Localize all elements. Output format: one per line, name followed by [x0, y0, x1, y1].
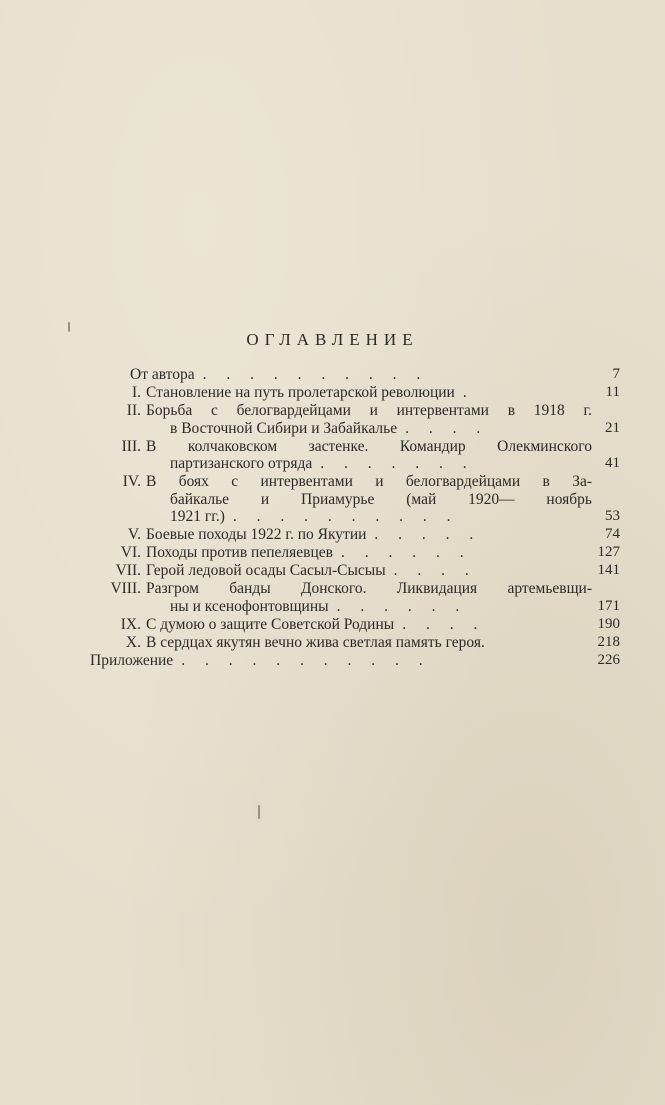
toc-entry-body [146, 384, 592, 402]
toc-entry-body [146, 616, 592, 634]
toc-leader: . . . . . . [336, 597, 468, 615]
toc-leader: . . . . . . . . . . . [181, 651, 431, 669]
toc-page-number: 141 [597, 562, 620, 579]
toc-line [130, 366, 592, 384]
toc-line [146, 508, 592, 526]
toc-line: В колчаковском застенке. Командир Олекминского [146, 437, 592, 455]
toc-page-number: 41 [605, 455, 620, 472]
toc-entry-title: в Восточной Сибири и Забайкалье [170, 419, 398, 437]
toc-line: Борьба с белогвардейцами и интервентами в 1918 г. [146, 401, 592, 419]
toc-page-number: 11 [605, 383, 620, 400]
toc-page-number: 190 [597, 615, 620, 632]
toc-chapter-number: I. [131, 383, 141, 401]
toc-entry-body [146, 544, 592, 562]
toc-entry-title: Становление на путь пролетарской революции [146, 383, 455, 401]
toc-line [146, 384, 592, 402]
toc-entry-title: 1921 гг.) [170, 508, 225, 526]
toc-entry-body [146, 438, 592, 473]
toc-entry [90, 634, 620, 652]
toc-leader: . . . . . . . . . . [232, 508, 459, 526]
toc-entry [90, 616, 620, 634]
toc-entry-body [90, 652, 592, 670]
toc-line [146, 616, 592, 634]
toc-entry-foreword [90, 366, 620, 384]
toc-line [146, 526, 592, 544]
toc-chapter-number: II. [126, 401, 141, 419]
toc-line [146, 598, 592, 616]
toc-leader: . . . . . . [340, 544, 472, 562]
toc-page-number: 226 [597, 651, 620, 668]
toc-entry-title: С думою о защите Советской Родины [146, 615, 395, 633]
toc-entry-title: Приложение [90, 651, 174, 669]
toc-line: В боях с интервентами и белогвардейцами в За- [146, 473, 592, 491]
toc-entry-body [146, 634, 592, 652]
toc-page-number: 127 [597, 544, 620, 561]
toc-chapter-number: V. [127, 526, 141, 544]
toc-entry [90, 562, 620, 580]
toc-entry-title: От автора [130, 366, 195, 383]
toc-line [146, 455, 592, 473]
toc-entry [90, 544, 620, 562]
toc-page-number: 7 [612, 366, 620, 382]
toc-entry-title: партизанского отряда [170, 455, 313, 473]
toc-leader: . [462, 383, 475, 401]
toc-line: байкалье и Приамурье (май 1920— ноябрь [170, 490, 592, 508]
table-of-contents [90, 366, 620, 670]
toc-line [90, 652, 592, 670]
toc-chapter-number: IX. [120, 615, 141, 633]
toc-line [146, 562, 592, 580]
toc-leader [485, 634, 592, 652]
toc-entry-title: Походы против пепеляевцев [146, 544, 333, 562]
toc-entry [90, 402, 620, 437]
toc-entry-title: ны и ксенофонтовщины [170, 597, 329, 615]
toc-entry [90, 438, 620, 473]
toc-entry-title: Боевые походы 1922 г. по Якутии [146, 526, 367, 544]
toc-entry [90, 526, 620, 544]
toc-page-number: 218 [597, 633, 620, 650]
toc-chapter-number: IV. [122, 473, 141, 491]
toc-entry-appendix [90, 652, 620, 670]
toc-leader: . . . . . . . [320, 455, 475, 473]
paper-speck [68, 322, 70, 332]
toc-chapter-number: III. [121, 437, 141, 455]
toc-page-number: 171 [597, 597, 620, 614]
toc-leader: . . . . . [374, 526, 482, 544]
page-title: ОГЛАВЛЕНИЕ [246, 330, 419, 349]
toc-chapter-number: VIII. [110, 580, 141, 598]
toc-page-number: 53 [605, 508, 620, 525]
toc-leader: . . . . . . . . . . [202, 366, 429, 383]
toc-entry-body [146, 473, 592, 526]
toc-leader: . . . . [405, 419, 489, 437]
toc-page-number: 21 [605, 419, 620, 436]
toc-chapter-number: X. [125, 633, 141, 651]
toc-entry-title: В сердцах якутян вечно жива светлая память героя. [146, 633, 485, 651]
toc-line [146, 420, 592, 438]
toc-chapter-number: VII. [115, 562, 141, 580]
toc-entry-body [146, 580, 592, 615]
toc-page-number: 74 [605, 526, 620, 543]
paper-speck [258, 805, 260, 819]
toc-entry-body [146, 402, 592, 437]
toc-leader: . . . . [393, 562, 477, 580]
toc-entry [90, 473, 620, 526]
toc-chapter-number: VI. [120, 544, 141, 562]
toc-entry [90, 580, 620, 615]
toc-leader: . . . . [402, 615, 486, 633]
toc-entry-body [130, 366, 592, 384]
toc-line [146, 634, 592, 652]
toc-entry-title: Герой ледовой осады Сасыл-Сысыы [146, 562, 386, 580]
toc-entry [90, 384, 620, 402]
toc-line [146, 544, 592, 562]
toc-entry-body [146, 562, 592, 580]
toc-line: Разгром банды Донского. Ликвидация артемьевщи- [146, 580, 592, 598]
toc-entry-body [146, 526, 592, 544]
